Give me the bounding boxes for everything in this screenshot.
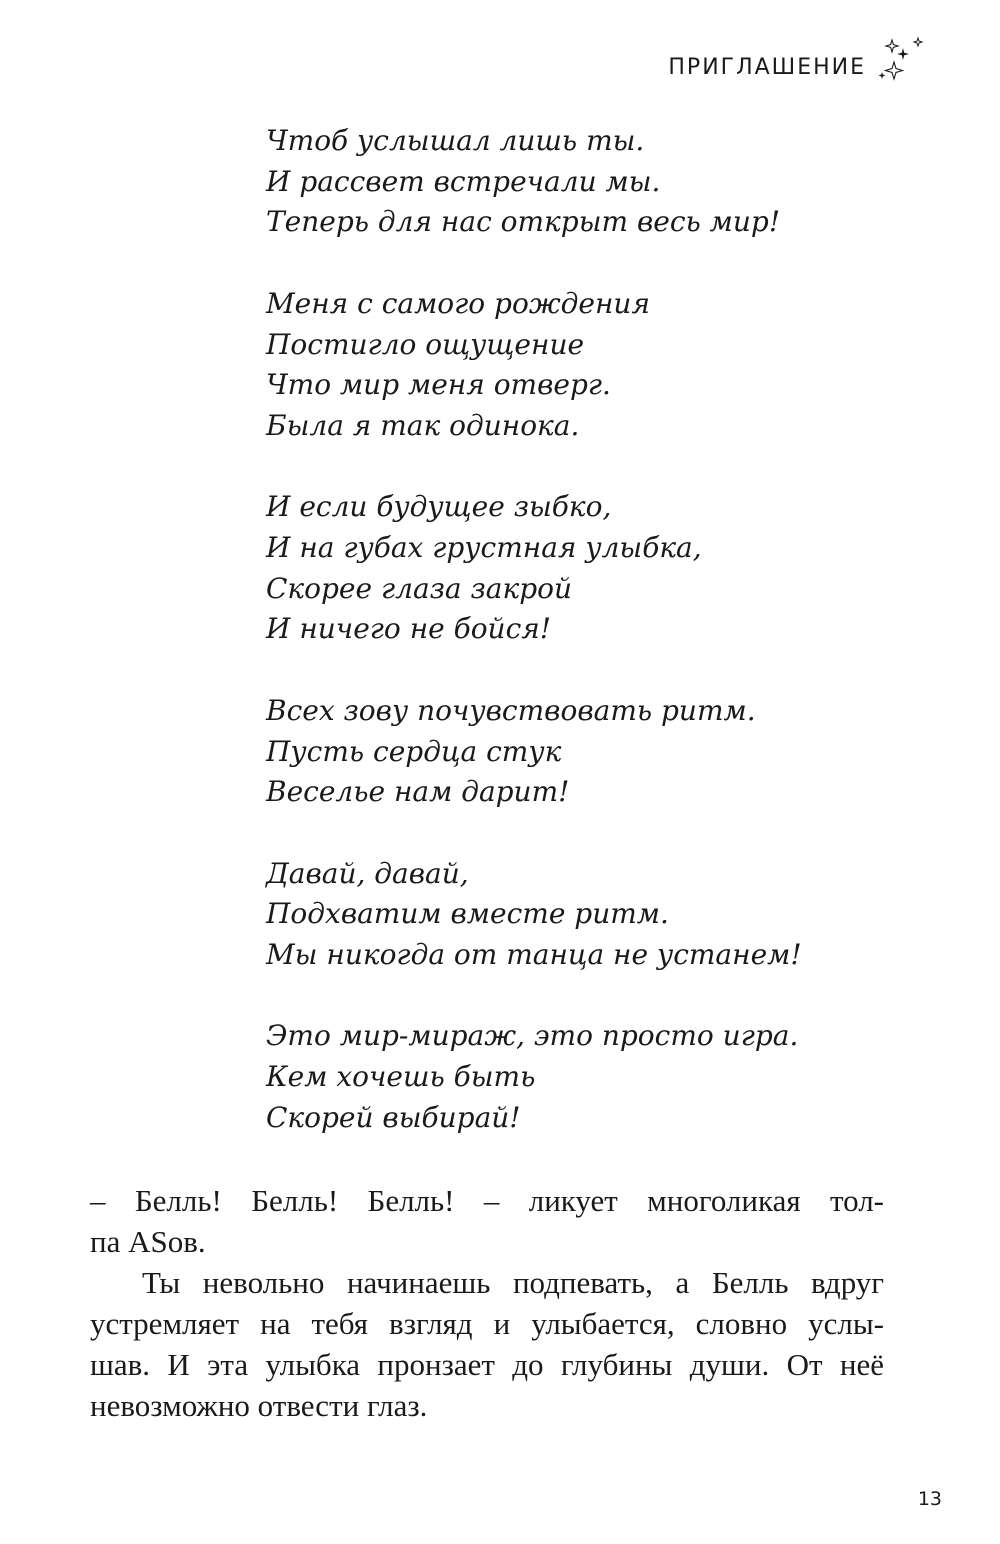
prose-body xyxy=(90,1180,884,1426)
sparkles-icon xyxy=(870,34,928,86)
page-number: 13 xyxy=(917,1488,942,1510)
text-line: – Белль! Белль! Белль! – ликует многоликая тол- xyxy=(90,1183,884,1218)
poem-line: Подхватим вместе ритм. xyxy=(266,897,669,931)
text-line: устремляет на тебя взгляд и улыбается, словно услы- xyxy=(90,1306,884,1341)
poem-stanza xyxy=(266,121,946,243)
poem-line: Это мир-мираж, это просто игра. xyxy=(266,1019,799,1053)
poem-line: Кем хочешь быть xyxy=(266,1060,536,1094)
poem-line: И на губах грустная улыбка, xyxy=(266,531,702,564)
poem-line: И если будущее зыбко, xyxy=(266,490,612,524)
poem-line: Теперь для нас открыт весь мир! xyxy=(266,205,781,239)
poem-line: Меня с самого рождения xyxy=(266,286,651,320)
text-line: па ASов. xyxy=(90,1224,206,1259)
paragraph xyxy=(90,1262,884,1426)
poem-line: Мы никогда от танца не устанем! xyxy=(266,938,802,971)
poem-line: Всех зову почувствовать ритм. xyxy=(266,693,756,727)
text-line: шав. И эта улыбка пронзает до глубины души. От неё xyxy=(90,1347,884,1382)
poem-line: Что мир меня отверг. xyxy=(266,368,611,402)
poem-line: Скорее глаза закрой xyxy=(266,571,573,605)
text-line: Ты невольно начинаешь подпевать, а Белль вдруг xyxy=(142,1265,884,1300)
running-header xyxy=(668,48,928,86)
poem-line: И ничего не бойся! xyxy=(266,612,552,646)
poem-line: Веселье нам дарит! xyxy=(266,775,570,809)
poem-stanza xyxy=(266,284,946,447)
poem-line: Давай, давай, xyxy=(266,856,469,890)
poem-line: Чтоб услышал лишь ты. xyxy=(266,124,645,157)
paragraph xyxy=(90,1180,884,1262)
poem-line: Скорей выбирай! xyxy=(266,1100,521,1134)
poem-line: И рассвет встречали мы. xyxy=(266,164,661,198)
poem-stanza xyxy=(266,487,946,650)
poem-line: Была я так одинока. xyxy=(266,408,580,442)
chapter-title: ПРИГЛАШЕНИЕ xyxy=(668,54,866,80)
poem-line: Постигло ощущение xyxy=(266,327,585,361)
poem xyxy=(266,121,946,1139)
poem-stanza xyxy=(266,1016,946,1138)
poem-stanza xyxy=(266,854,946,976)
poem-line: Пусть сердца стук xyxy=(266,734,562,768)
text-line: невозможно отвести глаз. xyxy=(90,1388,428,1423)
poem-stanza xyxy=(266,691,946,813)
